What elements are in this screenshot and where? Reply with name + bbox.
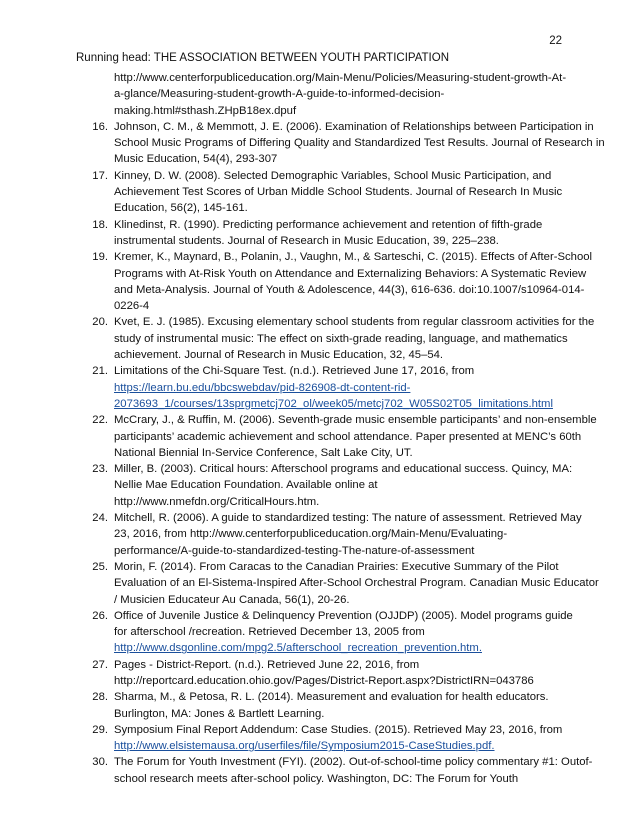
reference-text-line: Klinedinst, R. (1990). Predicting performance achievement and retention of fifth-grade [114, 218, 543, 231]
reference-text-line: Morin, F. (2014). From Caracas to the Canadian Prairies: Executive Summary of the Pilot [114, 560, 559, 573]
reference-number: 21. [92, 365, 108, 378]
reference-item [76, 217, 568, 250]
reference-item [76, 314, 595, 363]
running-head: Running head: THE ASSOCIATION BETWEEN YOUTH PARTICIPATION [76, 52, 450, 64]
reference-text-line: Nellie Mae Education Foundation. Available online at [114, 479, 378, 492]
reference-number: 28. [92, 691, 108, 704]
reference-text-line: making.html#sthash.ZHpB18ex.dpuf [114, 104, 297, 117]
reference-text-line: / Musicien Educateur Au Canada, 56(1), 20-26. [114, 593, 350, 606]
reference-link[interactable]: 2073693_1/courses/13sprgmetcj702_ol/week05/metcj702_W05S02T05_limitations.html [114, 397, 553, 410]
reference-item [76, 608, 573, 657]
reference-number: 18. [92, 218, 108, 231]
reference-item [76, 657, 568, 690]
reference-number: 20. [92, 316, 108, 329]
reference-number: 26. [92, 609, 108, 622]
reference-text-line: McCrary, J., & Ruffin, M. (2006). Seventh-grade music ensemble participants’ and non-ensemble [114, 414, 597, 427]
reference-item [76, 510, 582, 559]
reference-text-line: 23, 2016, from http://www.centerforpubliceducation.org/Main-Menu/Evaluating- [114, 528, 508, 541]
reference-text-line: The Forum for Youth Investment (FYI). (2002). Out-of-school-time policy commentary #1: Outof- [114, 756, 593, 769]
reference-item [76, 461, 573, 510]
page-number: 22 [549, 35, 562, 47]
reference-text-line: http://www.nmefdn.org/CriticalHours.htm. [114, 495, 320, 508]
reference-text-line: Limitations of the Chi-Square Test. (n.d.). Retrieved June 17, 2016, from [114, 365, 475, 378]
reference-text-line: National Biennial In-Service Conference, Salt Lake City, UT. [114, 446, 413, 459]
reference-item [76, 168, 568, 217]
reference-list [76, 70, 605, 787]
reference-number: 23. [92, 463, 108, 476]
reference-item [76, 249, 593, 314]
reference-text-line: Achievement Test Scores of Urban Middle School Students. Journal of Research In Music [114, 186, 563, 199]
reference-text-line: achievement. Journal of Research in Music Education, 32, 45–54. [114, 349, 444, 362]
reference-text-line: performance/A-guide-to-standardized-testing-The-nature-of-assessment [114, 544, 475, 557]
reference-text-line: Symposium Final Report Addendum: Case Studies. (2015). Retrieved May 23, 2016, from [114, 723, 563, 736]
reference-link[interactable]: http://www.dsgonline.com/mpg2.5/afterschool_recreation_prevention.htm. [114, 642, 482, 655]
reference-text-line: and Meta-Analysis. Journal of Youth & Adolescence, 44(3), 616-636. doi:10.1007/s10964-014- [114, 283, 585, 296]
reference-item [76, 119, 605, 168]
reference-number: 22. [92, 414, 108, 427]
reference-number: 25. [92, 560, 108, 573]
reference-text-line: 0226-4 [114, 300, 150, 313]
reference-text-line: Programs with At-Risk Youth on Attendance and Externalizing Behaviors: A Systematic Review [114, 267, 587, 280]
reference-text-line: participants’ academic achievement and school attendance. Paper presented at MENC’s 60th [114, 430, 582, 443]
reference-text-line: Johnson, C. M., & Memmott, J. E. (2006). Examination of Relationships between Participation in [114, 120, 594, 133]
reference-text-line: Kvet, E. J. (1985). Excusing elementary school students from regular classroom activities for the [114, 316, 595, 329]
reference-number: 30. [92, 756, 108, 769]
reference-text-line: Office of Juvenile Justice & Delinquency Prevention (OJJDP) (2005). Model programs guide [114, 609, 573, 622]
reference-text-line: School Music Programs of Differing Quality and Standardized Test Results. Journal of Research in [114, 137, 605, 150]
reference-text-line: study of instrumental music: The effect on sixth-grade reading, language, and mathematics [114, 332, 568, 345]
reference-text-line: Kremer, K., Maynard, B., Polanin, J., Vaughn, M., & Sarteschi, C. (2015). Effects of After-School [114, 251, 593, 264]
reference-number: 29. [92, 723, 108, 736]
reference-number: 16. [92, 120, 108, 133]
reference-text-line: http://reportcard.education.ohio.gov/Pages/District-Report.aspx?DistrictIRN=043786 [114, 674, 534, 687]
reference-item [76, 363, 568, 412]
reference-text-line: for afterschool /recreation. Retrieved December 13, 2005 from [114, 626, 425, 639]
reference-text-line: Evaluation of an El-Sistema-Inspired After-School Orchestral Program. Canadian Music Educator [114, 577, 599, 590]
reference-text-line: Burlington, MA: Jones & Bartlett Learning. [114, 707, 325, 720]
reference-text-line: Pages - District-Report. (n.d.). Retrieved June 22, 2016, from [114, 658, 420, 671]
reference-number: 19. [92, 251, 108, 264]
reference-link[interactable]: https://learn.bu.edu/bbcswebdav/pid-826908-dt-content-rid- [114, 381, 411, 394]
reference-item [76, 689, 568, 722]
reference-text-line: Education, 56(2), 145-161. [114, 202, 248, 215]
reference-text-line: Miller, B. (2003). Critical hours: Afterschool programs and educational success. Quincy, MA: [114, 463, 573, 476]
reference-text-line: Mitchell, R. (2006). A guide to standardized testing: The nature of assessment. Retrieved May [114, 512, 582, 525]
reference-item [76, 754, 593, 787]
reference-item [76, 412, 597, 461]
reference-text-line: Music Education, 54(4), 293-307 [114, 153, 278, 166]
reference-item [76, 70, 568, 119]
reference-text-line: school research meets after-school policy. Washington, DC: The Forum for Youth [114, 772, 519, 785]
reference-text-line: Sharma, M., & Petosa, R. L. (2014). Measurement and evaluation for health educators. [114, 691, 549, 704]
reference-link[interactable]: http://www.elsistemausa.org/userfiles/file/Symposium2015-CaseStudies.pdf. [114, 740, 495, 753]
reference-text-line: a-glance/Measuring-student-growth-A-guide-to-informed-decision- [114, 88, 445, 101]
reference-item [76, 559, 599, 608]
reference-text-line: instrumental students. Journal of Research in Music Education, 39, 225–238. [114, 234, 499, 247]
reference-number: 24. [92, 512, 108, 525]
reference-number: 27. [92, 658, 108, 671]
reference-number: 17. [92, 169, 108, 182]
reference-text-line: http://www.centerforpubliceducation.org/Main-Menu/Policies/Measuring-student-growth-At- [114, 72, 567, 84]
reference-item [76, 722, 568, 755]
reference-text-line: Kinney, D. W. (2008). Selected Demographic Variables, School Music Participation, and [114, 169, 552, 182]
